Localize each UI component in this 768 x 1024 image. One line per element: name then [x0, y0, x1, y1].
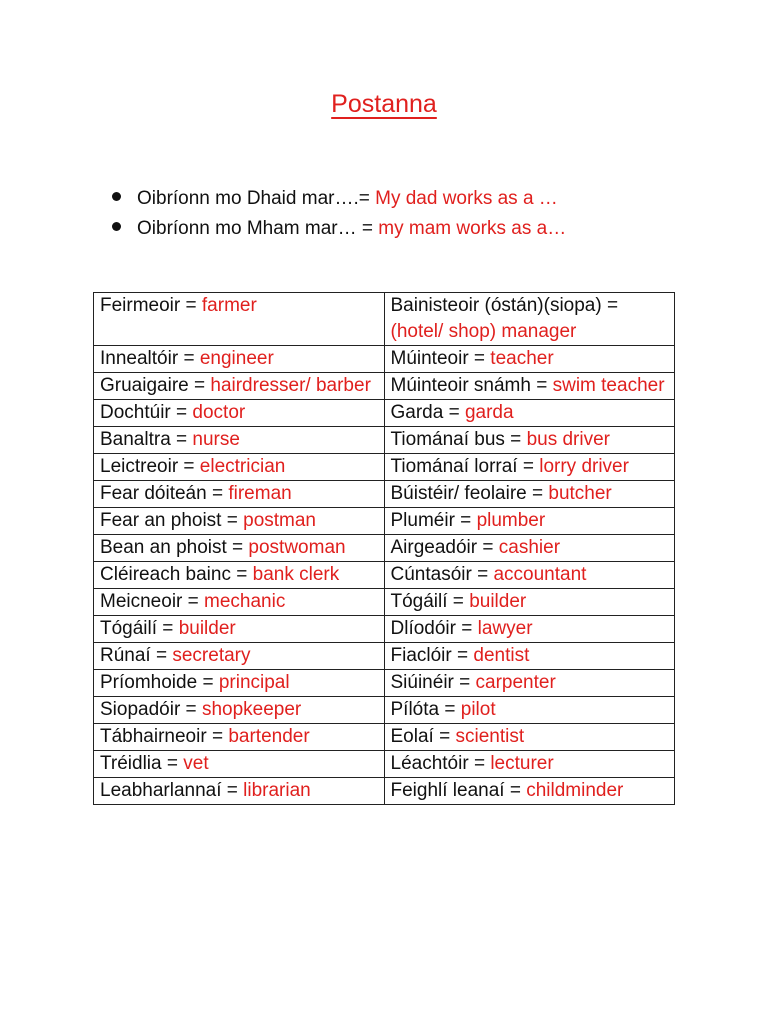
table-row	[94, 373, 675, 400]
english-term: nurse	[192, 429, 240, 450]
phrase-english: my mam works as a…	[378, 218, 567, 239]
phrase-item	[112, 214, 566, 244]
irish-term: Bainisteoir (óstán)(siopa) =	[390, 295, 619, 316]
table-row	[94, 454, 675, 481]
irish-term: Dlíodóir =	[390, 618, 478, 639]
bullet-icon	[112, 192, 121, 201]
table-row	[94, 778, 675, 805]
vocab-cell	[94, 346, 385, 373]
irish-term: Airgeadóir =	[390, 537, 499, 558]
irish-term: Rúnaí =	[100, 645, 173, 666]
table-row	[94, 346, 675, 373]
table-row	[94, 293, 675, 346]
english-term: principal	[218, 672, 290, 693]
irish-term: Banaltra =	[100, 429, 193, 450]
vocab-cell	[94, 616, 385, 643]
vocab-cell	[94, 400, 385, 427]
irish-term: Garda =	[390, 402, 465, 423]
vocab-cell	[94, 751, 385, 778]
table-row	[94, 562, 675, 589]
table-row	[94, 616, 675, 643]
vocab-cell	[94, 427, 385, 454]
irish-term: Cléireach bainc =	[100, 564, 253, 585]
table-row	[94, 643, 675, 670]
vocab-cell	[94, 454, 385, 481]
vocab-cell	[94, 481, 385, 508]
irish-term: Léachtóir =	[390, 753, 491, 774]
vocab-cell	[384, 481, 675, 508]
english-term: shopkeeper	[201, 699, 302, 720]
table-row	[94, 535, 675, 562]
table-row	[94, 427, 675, 454]
vocab-cell	[384, 724, 675, 751]
page-title: Postanna	[331, 90, 437, 118]
english-term: farmer	[201, 295, 257, 316]
vocab-cell	[94, 670, 385, 697]
english-term: dentist	[473, 645, 530, 666]
vocab-cell	[384, 508, 675, 535]
vocab-cell	[94, 373, 385, 400]
irish-term: Feirmeoir =	[100, 295, 202, 316]
irish-term: Leictreoir =	[100, 456, 200, 477]
english-term: postman	[243, 510, 316, 531]
irish-term: Eolaí =	[390, 726, 456, 747]
english-term: vet	[183, 753, 209, 774]
irish-term: Pílóta =	[390, 699, 461, 720]
english-term: plumber	[476, 510, 546, 531]
vocab-cell	[384, 293, 675, 346]
english-term: bus driver	[526, 429, 610, 450]
phrase-irish: Oibríonn mo Mham mar… =	[137, 218, 379, 239]
phrase-irish: Oibríonn mo Dhaid mar….=	[137, 188, 376, 209]
english-term: librarian	[243, 780, 311, 801]
vocab-cell	[384, 427, 675, 454]
phrase-list	[112, 184, 566, 244]
vocab-cell	[94, 778, 385, 805]
vocab-cell	[384, 697, 675, 724]
vocab-cell	[384, 346, 675, 373]
irish-term: Tógáilí =	[100, 618, 179, 639]
irish-term: Fear an phoist =	[100, 510, 244, 531]
vocab-cell	[384, 670, 675, 697]
english-term: lecturer	[490, 753, 554, 774]
table-row	[94, 751, 675, 778]
english-term: lawyer	[477, 618, 533, 639]
english-term: doctor	[192, 402, 246, 423]
english-term: fireman	[228, 483, 292, 504]
irish-term: Tiománaí lorraí =	[390, 456, 540, 477]
phrase-item	[112, 184, 566, 214]
vocab-cell	[384, 616, 675, 643]
english-term: hairdresser/ barber	[210, 375, 371, 396]
english-term: accountant	[493, 564, 587, 585]
vocab-cell	[384, 373, 675, 400]
table-row	[94, 508, 675, 535]
vocab-cell	[94, 562, 385, 589]
english-term: lorry driver	[539, 456, 629, 477]
english-term: garda	[464, 402, 514, 423]
vocab-cell	[384, 400, 675, 427]
vocab-cell	[94, 643, 385, 670]
irish-term: Siopadóir =	[100, 699, 202, 720]
phrase-english: My dad works as a …	[375, 188, 558, 209]
english-term: bank clerk	[252, 564, 340, 585]
irish-term: Meicneoir =	[100, 591, 205, 612]
english-term: childminder	[526, 780, 624, 801]
vocabulary-table	[93, 292, 675, 805]
irish-term: Múinteoir =	[390, 348, 491, 369]
english-term: pilot	[460, 699, 496, 720]
table-row	[94, 481, 675, 508]
vocab-cell	[94, 589, 385, 616]
irish-term: Feighlí leanaí =	[390, 780, 527, 801]
bullet-icon	[112, 222, 121, 231]
table-row	[94, 697, 675, 724]
english-term: engineer	[199, 348, 274, 369]
table-row	[94, 670, 675, 697]
table-row	[94, 589, 675, 616]
vocab-cell	[384, 535, 675, 562]
vocab-cell	[384, 454, 675, 481]
irish-term: Príomhoide =	[100, 672, 219, 693]
english-term: cashier	[498, 537, 561, 558]
irish-term: Fiaclóir =	[390, 645, 474, 666]
english-term: (hotel/ shop) manager	[390, 321, 577, 342]
english-term: teacher	[490, 348, 554, 369]
irish-term: Tógáilí =	[390, 591, 470, 612]
irish-term: Pluméir =	[390, 510, 477, 531]
english-term: builder	[469, 591, 527, 612]
english-term: builder	[178, 618, 236, 639]
irish-term: Leabharlannaí =	[100, 780, 244, 801]
english-term: postwoman	[248, 537, 346, 558]
irish-term: Gruaigaire =	[100, 375, 211, 396]
vocab-cell	[384, 778, 675, 805]
english-term: carpenter	[475, 672, 556, 693]
english-term: mechanic	[204, 591, 286, 612]
irish-term: Bean an phoist =	[100, 537, 249, 558]
irish-term: Innealtóir =	[100, 348, 200, 369]
table-row	[94, 724, 675, 751]
vocab-cell	[384, 562, 675, 589]
irish-term: Tiománaí bus =	[390, 429, 527, 450]
vocab-cell	[94, 724, 385, 751]
vocab-cell	[384, 589, 675, 616]
irish-term: Cúntasóir =	[390, 564, 494, 585]
vocab-cell	[94, 293, 385, 346]
irish-term: Múinteoir snámh =	[390, 375, 553, 396]
vocab-cell	[94, 535, 385, 562]
english-term: swim teacher	[552, 375, 665, 396]
english-term: butcher	[548, 483, 612, 504]
vocab-cell	[384, 751, 675, 778]
irish-term: Dochtúir =	[100, 402, 193, 423]
vocab-cell	[94, 697, 385, 724]
irish-term: Fear dóiteán =	[100, 483, 229, 504]
english-term: electrician	[199, 456, 286, 477]
english-term: scientist	[455, 726, 525, 747]
irish-term: Tábhairneoir =	[100, 726, 229, 747]
english-term: bartender	[228, 726, 310, 747]
irish-term: Siúinéir =	[390, 672, 476, 693]
vocab-cell	[94, 508, 385, 535]
irish-term: Búistéir/ feolaire =	[390, 483, 549, 504]
irish-term: Tréidlia =	[100, 753, 184, 774]
english-term: secretary	[172, 645, 251, 666]
vocab-cell	[384, 643, 675, 670]
table-row	[94, 400, 675, 427]
